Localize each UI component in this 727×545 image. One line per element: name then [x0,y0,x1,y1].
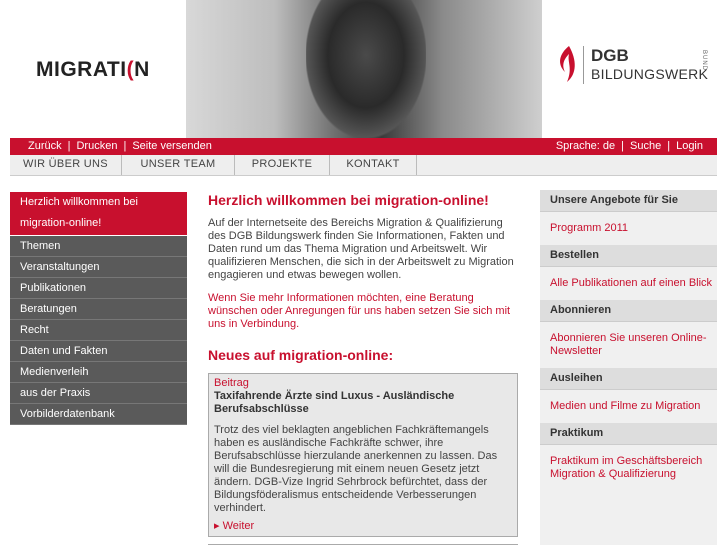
article-teaser [208,373,518,537]
right-column [540,190,717,545]
media-link[interactable]: Medien und Filme zu Migration [550,400,701,412]
dgb-flame-icon [555,44,577,84]
article-text: Trotz des viel beklagten angeblichen Fachkräftemangels haben es ausländische Fachkräfte schwer, ihre Berufsabschlüsse hierzulande anerkennen zu lassen. Das will die Bundesregierung mit einem neuen Gesetz jetzt ändern. DGB-Vize Ingrid Sehrbrock befürchtet, dass der Bildungsföderalismus entscheidende Verbesserungen verhindert. [214,424,498,514]
sidebar-item-medienverleih[interactable]: Medienverleih [10,362,187,383]
contact-link[interactable]: Wenn Sie mehr Informationen möchten, eine Beratung wünschen oder Anregungen für uns haben setzen Sie sich mit uns in Verbindung. [208,292,511,330]
internship-heading: Praktikum [540,423,717,445]
newsletter-link[interactable]: Abonnieren Sie unseren Online-Newsletter [550,332,707,357]
migration-logo[interactable]: MIGRATI(N [36,58,150,81]
sidebar-item-publikationen[interactable]: Publikationen [10,278,187,299]
dgb-bund: BUND [701,50,707,72]
page-title: Herzlich willkommen bei migration-online! [208,192,489,208]
sidebar-item-aus-der-praxis[interactable]: aus der Praxis [10,383,187,404]
offers-heading: Unsere Angebote für Sie [540,190,717,212]
back-link[interactable]: Zurück [28,140,62,152]
dgb-title: DGB [591,46,629,65]
dgb-logo[interactable] [555,40,715,100]
page-frame [10,0,717,545]
main-content [208,192,522,532]
tab-kontakt[interactable]: KONTAKT [330,155,417,175]
article-more-link[interactable]: ▸ Weiter [214,520,255,532]
sidebar-item-daten-und-fakten[interactable]: Daten und Fakten [10,341,187,362]
search-link[interactable]: Suche [630,140,662,152]
portrait-image [306,0,426,138]
header [10,0,717,138]
borrow-heading: Ausleihen [540,368,717,390]
publications-link[interactable]: Alle Publikationen auf einen Blick [550,277,713,289]
sidebar-item-themen[interactable]: Themen [10,236,187,257]
sidebar-item-veranstaltungen[interactable]: Veranstaltungen [10,257,187,278]
logo-divider [583,46,584,84]
header-photo [186,0,542,138]
sidebar-item-beratungen[interactable]: Beratungen [10,299,187,320]
article-label: Beitrag [214,377,249,389]
sidebar-item-welcome[interactable]: Herzlich willkommen bei migration-online! [10,192,187,236]
internship-link[interactable]: Praktikum im Geschäftsbereich Migration & Qualifizierung [550,455,703,480]
logo-o-mark: ( [126,58,135,81]
order-heading: Bestellen [540,245,717,267]
program-link[interactable]: Programm 2011 [550,222,629,234]
main-nav [10,155,717,176]
tab-wir-ueber-uns[interactable]: WIR ÜBER UNS [10,155,122,175]
sidebar-item-recht[interactable]: Recht [10,320,187,341]
tab-projekte[interactable]: PROJEKTE [235,155,330,175]
dgb-subtitle: BILDUNGSWERK [591,66,709,82]
tab-unser-team[interactable]: UNSER TEAM [122,155,235,175]
article-title[interactable]: Taxifahrende Ärzte sind Luxus - Ausländische Berufsabschlüsse [214,390,455,415]
send-page-link[interactable]: Seite versenden [132,140,212,152]
login-link[interactable]: Login [676,140,703,152]
news-heading: Neues auf migration-online: [208,347,394,363]
utility-bar: Zurück | Drucken | Seite versenden Sprache: de | Suche | Login [10,138,717,155]
subscribe-heading: Abonnieren [540,300,717,322]
sidebar-item-vorbilderdatenbank[interactable]: Vorbilderdatenbank [10,404,187,425]
sidebar-nav [10,192,187,425]
language-link[interactable]: Sprache: de [555,140,616,152]
print-link[interactable]: Drucken [76,140,118,152]
intro-text: Auf der Internetseite des Bereichs Migration & Qualifizierung des DGB Bildungswerk finden Sie Informationen, Fakten und Daten rund um das Thema Migration und Arbeitswelt. Wir qualifizieren Menschen, die sich in der Arbeitswelt zu Migration engagieren und etwas bewegen wollen. [208,217,514,281]
arrow-right-icon: ▸ [214,520,220,532]
